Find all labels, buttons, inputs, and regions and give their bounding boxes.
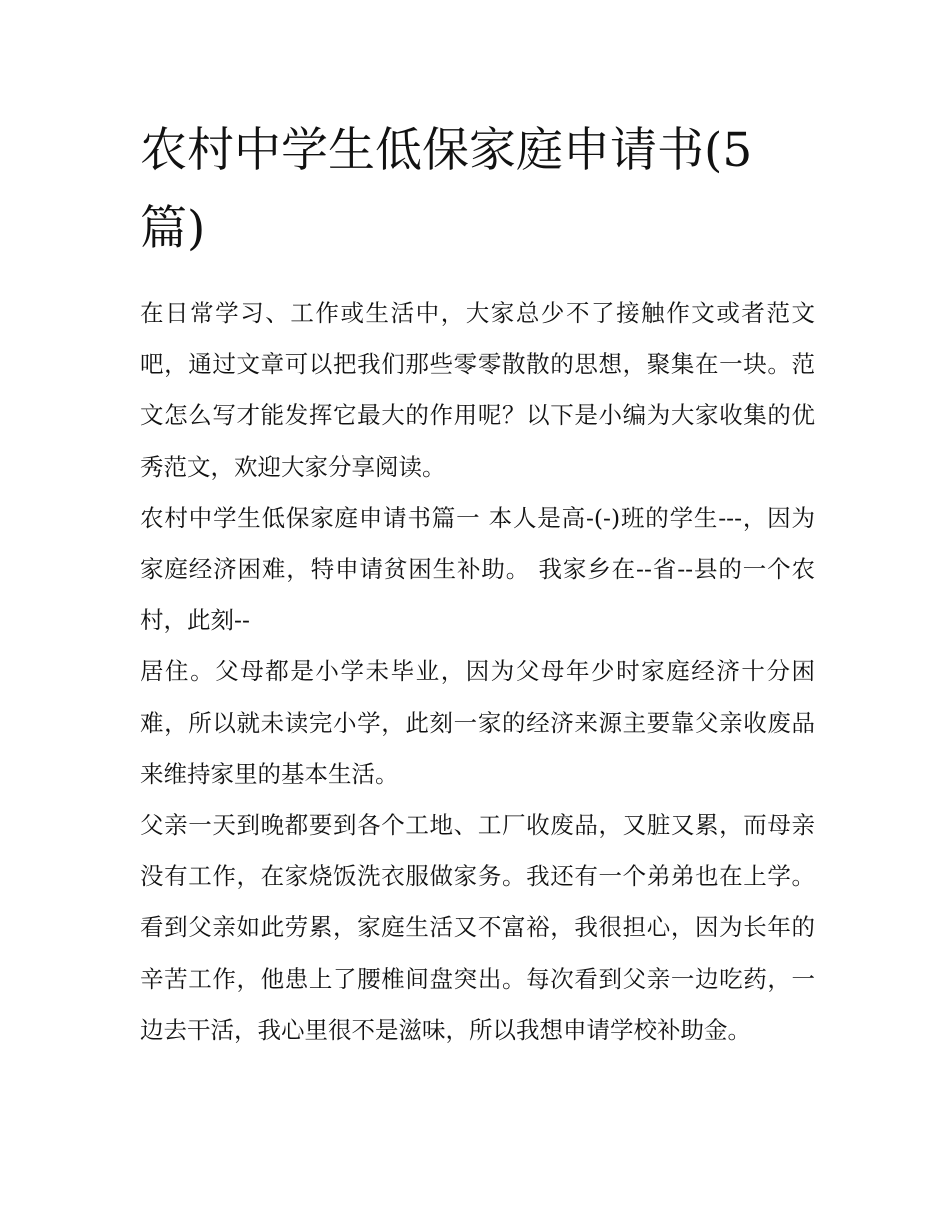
body-paragraph-3: 父亲一天到晚都要到各个工地、工厂收废品，又脏又累，而母亲没有工作，在家烧饭洗衣服做家务。我还有一个弟弟也在上学。看到父亲如此劳累，家庭生活又不富裕，我很担心，因为长年的辛苦工作，他患上了腰椎间盘突出。每次看到父亲一边吃药，一边去干活，我心里很不是滋味，所以我想申请学校补助金。 bbox=[140, 811, 815, 1044]
document-body bbox=[140, 288, 815, 1056]
body-paragraph-1: 农村中学生低保家庭申请书篇一 本人是高-(-)班的学生---，因为家庭经济困难，特申请贫困生补助。 我家乡在--省--县的一个农村，此刻-- bbox=[140, 503, 815, 635]
intro-paragraph: 在日常学习、工作或生活中，大家总少不了接触作文或者范文吧，通过文章可以把我们那些零零散散的思想，聚集在一块。范文怎么写才能发挥它最大的作用呢？以下是小编为大家收集的优秀范文，欢迎大家分享阅读。 bbox=[140, 299, 815, 481]
document-content bbox=[140, 112, 815, 1056]
document-title: 农村中学生低保家庭申请书(5篇) bbox=[140, 123, 753, 256]
body-paragraph-2: 居住。父母都是小学未毕业，因为父母年少时家庭经济十分困难，所以就未读完小学，此刻一家的经济来源主要靠父亲收废品来维持家里的基本生活。 bbox=[140, 657, 815, 788]
